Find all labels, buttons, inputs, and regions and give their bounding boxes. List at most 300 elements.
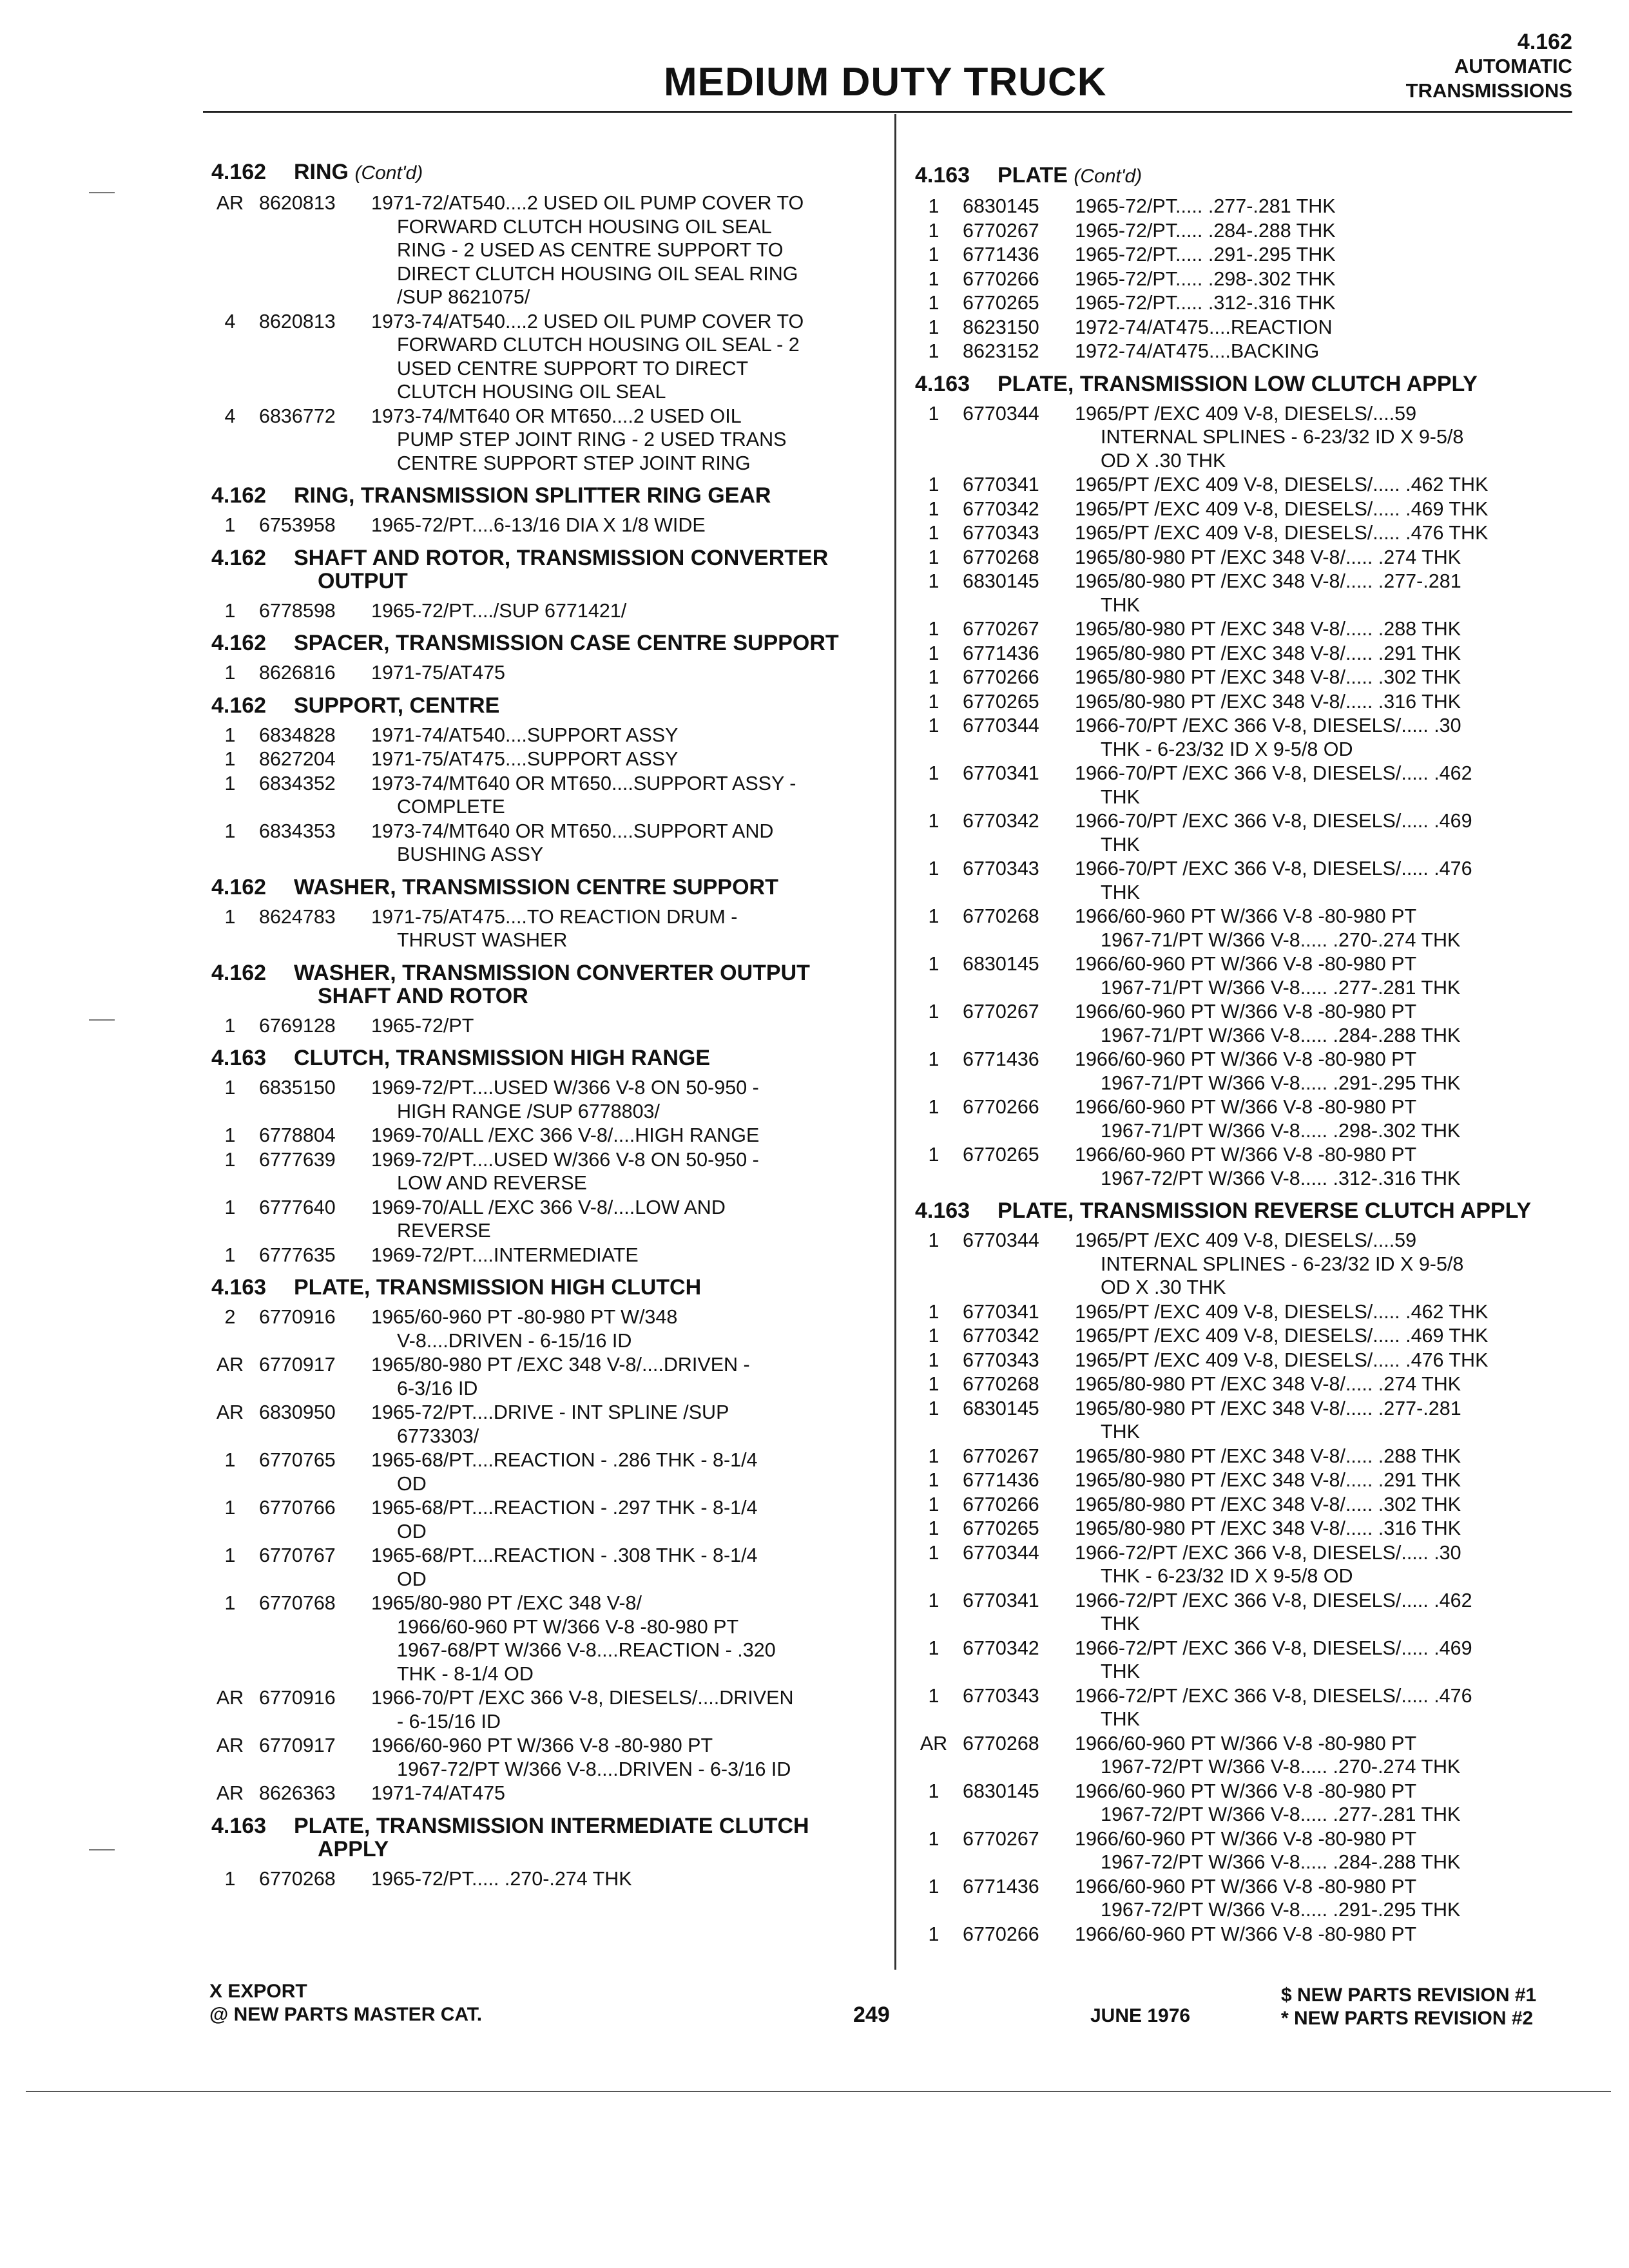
part-description — [371, 1496, 882, 1543]
part-entry — [915, 690, 1572, 714]
section-heading — [211, 1276, 882, 1299]
section-line-2: TRANSMISSIONS — [1405, 79, 1572, 102]
part-entry — [211, 1401, 882, 1448]
part-entry — [915, 546, 1572, 570]
description-line: THRUST WASHER — [397, 929, 568, 951]
part-number: 6770767 — [259, 1544, 336, 1566]
part-entry — [915, 1048, 1572, 1095]
description-line: 1966-72/PT /EXC 366 V-8, DIESELS/..... .476 — [1075, 1684, 1472, 1707]
section-title: PLATE — [998, 163, 1068, 187]
part-entry — [915, 1372, 1572, 1396]
part-description — [1075, 473, 1572, 497]
description-line: 1967-72/PT W/366 V-8..... .277-.281 THK — [1101, 1803, 1461, 1825]
part-description — [371, 724, 882, 747]
part-entry — [211, 1076, 882, 1123]
part-description — [371, 191, 882, 309]
part-description — [371, 310, 882, 404]
description-line: 1966-70/PT /EXC 366 V-8, DIESELS/..... .30 — [1075, 715, 1461, 736]
description-line: 1965-72/PT..... .277-.281 THK — [1075, 195, 1336, 217]
part-description — [371, 1448, 882, 1495]
section-number: 4.162 — [211, 545, 267, 570]
part-description — [1075, 1000, 1572, 1047]
part-entry — [211, 724, 882, 747]
section-number: 4.163 — [211, 1275, 267, 1300]
description-line: 1965/80-980 PT /EXC 348 V-8/..... .316 THK — [1075, 1517, 1461, 1539]
section-number: 4.163 — [915, 163, 970, 187]
part-number: 6770342 — [963, 810, 1039, 832]
part-entry — [211, 1544, 882, 1591]
part-number: 6777640 — [259, 1196, 336, 1218]
description-line: THK — [1101, 593, 1140, 616]
description-line: THK — [1101, 1421, 1140, 1443]
description-line: 1971-75/AT475....SUPPORT ASSY — [371, 748, 679, 770]
section-title: CLUTCH, TRANSMISSION HIGH RANGE — [294, 1046, 710, 1070]
column-divider — [894, 114, 896, 1970]
description-line: INTERNAL SPLINES - 6-23/32 ID X 9-5/8 — [1101, 426, 1464, 448]
part-entry — [211, 1782, 882, 1805]
footer-export-note: X EXPORT — [209, 1981, 307, 2002]
part-quantity: 1 — [928, 1780, 940, 1802]
part-number: 6777639 — [259, 1148, 336, 1171]
part-number: 6770266 — [963, 1493, 1039, 1515]
part-number: 6770267 — [963, 1001, 1039, 1023]
description-line: THK — [1101, 881, 1140, 903]
part-description — [371, 1353, 882, 1400]
description-line: 1967-72/PT W/366 V-8..... .291-.295 THK — [1101, 1899, 1461, 1921]
part-quantity: 1 — [224, 1449, 236, 1471]
part-quantity: 1 — [928, 858, 940, 879]
part-entry — [211, 1448, 882, 1495]
part-entry — [211, 1686, 882, 1733]
part-number: 6770265 — [963, 1517, 1039, 1539]
part-entry — [915, 1875, 1572, 1922]
left-column — [211, 151, 882, 1891]
description-line: 1965/80-980 PT /EXC 348 V-8/..... .302 THK — [1075, 1493, 1461, 1515]
part-description — [1075, 1637, 1572, 1684]
part-entry — [915, 1684, 1572, 1731]
description-line: REVERSE — [397, 1220, 491, 1242]
description-line: LOW AND REVERSE — [397, 1172, 587, 1194]
part-number: 6830950 — [259, 1401, 336, 1423]
description-line: 1965-72/PT....DRIVE - INT SPLINE /SUP — [371, 1401, 729, 1423]
part-entry — [915, 1000, 1572, 1047]
section-line-1: AUTOMATIC — [1454, 55, 1572, 77]
footer-master-note: @ NEW PARTS MASTER CAT. — [209, 2004, 483, 2025]
description-line: 1965/80-980 PT /EXC 348 V-8/....DRIVEN - — [371, 1354, 750, 1376]
description-line: 1973-74/MT640 OR MT650....SUPPORT AND — [371, 820, 774, 842]
description-line: 1971-72/AT540....2 USED OIL PUMP COVER TO — [371, 192, 804, 214]
part-quantity: 1 — [928, 497, 940, 520]
part-entry — [915, 1468, 1572, 1492]
part-quantity: 1 — [928, 666, 940, 688]
part-quantity: 1 — [928, 1325, 940, 1347]
part-entry — [915, 1637, 1572, 1684]
part-number: 6770341 — [963, 762, 1039, 784]
part-number: 6777635 — [259, 1244, 336, 1266]
footer-date: JUNE 1976 — [1090, 2005, 1191, 2026]
part-entry — [915, 570, 1572, 617]
section-heading — [211, 546, 882, 593]
description-line: 1965-72/PT..... .312-.316 THK — [1075, 292, 1336, 314]
part-number: 6770766 — [259, 1497, 336, 1519]
description-line: COMPLETE — [397, 796, 505, 818]
part-entry — [211, 599, 882, 623]
description-line: 1965-72/PT..... .298-.302 THK — [1075, 267, 1336, 290]
part-entry — [211, 905, 882, 952]
part-description — [1075, 1324, 1572, 1348]
part-description — [1075, 617, 1572, 641]
part-number: 6770342 — [963, 1325, 1039, 1347]
description-line: THK — [1101, 1708, 1140, 1730]
description-line: 1965/80-980 PT /EXC 348 V-8/..... .316 THK — [1075, 690, 1461, 713]
description-line: 1965-68/PT....REACTION - .286 THK - 8-1/4 — [371, 1449, 758, 1471]
part-entry — [915, 1397, 1572, 1444]
part-description — [1075, 1780, 1572, 1827]
part-quantity: 2 — [224, 1306, 236, 1328]
section-heading — [915, 372, 1572, 396]
part-number: 6778804 — [259, 1124, 336, 1146]
part-number: 6770344 — [963, 1541, 1039, 1564]
description-line: 1966-70/PT /EXC 366 V-8, DIESELS/..... .469 — [1075, 810, 1472, 832]
description-line: 1969-72/PT....INTERMEDIATE — [371, 1244, 639, 1266]
part-entry — [211, 1867, 882, 1891]
part-entry — [915, 1589, 1572, 1636]
description-line: 1965/PT /EXC 409 V-8, DIESELS/..... .476 THK — [1075, 1349, 1489, 1371]
part-description — [371, 747, 882, 771]
description-line: 1965/PT /EXC 409 V-8, DIESELS/..... .462 THK — [1075, 1300, 1489, 1323]
part-quantity: 1 — [928, 1229, 940, 1251]
part-number: 6770265 — [963, 1144, 1039, 1166]
description-line: 1967-72/PT W/366 V-8....DRIVEN - 6-3/16 ID — [397, 1758, 791, 1780]
part-entry — [915, 1923, 1572, 1946]
description-line: 1969-72/PT....USED W/366 V-8 ON 50-950 - — [371, 1148, 759, 1171]
part-entry — [915, 1445, 1572, 1468]
description-line: 1967-72/PT W/366 V-8..... .312-.316 THK — [1101, 1167, 1461, 1189]
part-quantity: 1 — [224, 820, 236, 842]
part-description — [371, 1734, 882, 1781]
part-quantity: 1 — [224, 1497, 236, 1519]
section-number: 4.162 — [211, 483, 267, 508]
part-entry — [211, 1496, 882, 1543]
part-quantity: 1 — [224, 1544, 236, 1566]
description-line: 1966/60-960 PT W/366 V-8 -80-980 PT — [1075, 905, 1417, 927]
description-line: 1965/80-980 PT /EXC 348 V-8/..... .288 THK — [1075, 618, 1461, 640]
description-line: 1973-74/MT640 OR MT650....2 USED OIL — [371, 405, 742, 427]
description-line: FORWARD CLUTCH HOUSING OIL SEAL — [397, 215, 772, 238]
part-description — [1075, 340, 1572, 363]
part-entry — [915, 1095, 1572, 1142]
part-description — [1075, 1229, 1572, 1300]
part-quantity: AR — [216, 192, 244, 214]
part-number: 6771436 — [963, 1048, 1039, 1070]
part-description — [1075, 1468, 1572, 1492]
part-entry — [211, 1591, 882, 1686]
part-entry — [915, 402, 1572, 473]
part-description — [371, 1076, 882, 1123]
header-rule — [203, 111, 1572, 113]
part-description — [1075, 219, 1572, 243]
part-entry — [211, 514, 882, 537]
part-quantity: 1 — [928, 1923, 940, 1945]
part-number: 6770343 — [963, 858, 1039, 879]
part-number: 6771436 — [963, 642, 1039, 664]
part-quantity: 1 — [928, 1469, 940, 1491]
part-number: 6771436 — [963, 1469, 1039, 1491]
part-number: 8623152 — [963, 340, 1039, 362]
description-line: 1965-72/PT..../SUP 6771421/ — [371, 599, 627, 622]
part-number: 6770267 — [963, 618, 1039, 640]
description-line: THK — [1101, 1660, 1140, 1682]
part-quantity: 1 — [928, 570, 940, 592]
part-number: 8624783 — [259, 905, 336, 928]
part-quantity: 1 — [928, 1373, 940, 1395]
part-number: 6770342 — [963, 497, 1039, 520]
part-quantity: 1 — [928, 690, 940, 713]
part-entry — [915, 1541, 1572, 1588]
section-heading — [211, 1046, 882, 1070]
part-quantity: AR — [216, 1782, 244, 1804]
part-entry — [211, 1305, 882, 1352]
description-line: 1965/80-980 PT /EXC 348 V-8/..... .277-.281 — [1075, 570, 1461, 592]
description-line: 1969-70/ALL /EXC 366 V-8/....LOW AND — [371, 1196, 726, 1218]
description-line: 1965-72/PT....6-13/16 DIA X 1/8 WIDE — [371, 514, 706, 536]
description-line: 1966/60-960 PT W/366 V-8 -80-980 PT — [1075, 953, 1417, 975]
description-line: 1966-70/PT /EXC 366 V-8, DIESELS/....DRIVEN — [371, 1687, 794, 1709]
description-line: 1966/60-960 PT W/366 V-8 -80-980 PT — [397, 1615, 739, 1638]
description-line: 1966/60-960 PT W/366 V-8 -80-980 PT — [1075, 1001, 1417, 1023]
description-line: THK - 8-1/4 OD — [397, 1662, 534, 1685]
part-number: 6770343 — [963, 522, 1039, 544]
description-line: BUSHING ASSY — [397, 843, 544, 865]
description-line: 1965/PT /EXC 409 V-8, DIESELS/..... .469 THK — [1075, 497, 1489, 520]
description-line: 1965/80-980 PT /EXC 348 V-8/..... .288 THK — [1075, 1445, 1461, 1467]
part-entry — [915, 857, 1572, 904]
section-title: SUPPORT, CENTRE — [294, 693, 500, 718]
part-number: 6770267 — [963, 1445, 1039, 1467]
section-title: RING, TRANSMISSION SPLITTER RING GEAR — [294, 483, 771, 508]
part-number: 8620813 — [259, 310, 336, 332]
part-number: 6770916 — [259, 1687, 336, 1709]
part-description — [1075, 952, 1572, 999]
description-line: 1965/PT /EXC 409 V-8, DIESELS/..... .469 THK — [1075, 1325, 1489, 1347]
part-quantity: 1 — [928, 1684, 940, 1707]
description-line: 1965/PT /EXC 409 V-8, DIESELS/....59 — [1075, 402, 1417, 425]
description-line: PUMP STEP JOINT RING - 2 USED TRANS — [397, 428, 787, 450]
part-description — [1075, 1923, 1572, 1946]
part-quantity: 1 — [928, 1144, 940, 1166]
part-number: 6770342 — [963, 1637, 1039, 1659]
part-description — [371, 1591, 882, 1686]
right-column — [915, 155, 1572, 1946]
part-description — [1075, 690, 1572, 714]
description-line: 1967-71/PT W/366 V-8..... .298-.302 THK — [1101, 1119, 1461, 1142]
description-line: 1965/80-980 PT /EXC 348 V-8/..... .277-.281 — [1075, 1397, 1461, 1419]
description-line: 1972-74/AT475....REACTION — [1075, 316, 1333, 338]
part-quantity: 1 — [224, 1077, 236, 1099]
part-number: 8620813 — [259, 192, 336, 214]
part-description — [1075, 1875, 1572, 1922]
description-line: 1965-72/PT..... .291-.295 THK — [1075, 244, 1336, 265]
part-description — [1075, 570, 1572, 617]
section-title: PLATE, TRANSMISSION LOW CLUTCH APPLY — [998, 371, 1478, 396]
part-entry — [915, 340, 1572, 363]
description-line: 1965/PT /EXC 409 V-8, DIESELS/..... .462 THK — [1075, 474, 1489, 495]
part-entry — [915, 809, 1572, 856]
part-quantity: 4 — [224, 405, 236, 427]
description-line: 1966-72/PT /EXC 366 V-8, DIESELS/..... .469 — [1075, 1637, 1472, 1659]
part-description — [1075, 1732, 1572, 1779]
description-line: 1967-68/PT W/366 V-8....REACTION - .320 — [397, 1639, 776, 1661]
part-description — [1075, 546, 1572, 570]
part-number: 6770266 — [963, 1096, 1039, 1118]
description-line: CLUTCH HOUSING OIL SEAL — [397, 381, 666, 403]
part-number: 6770266 — [963, 666, 1039, 688]
description-line: 1971-75/AT475....TO REACTION DRUM - — [371, 905, 738, 928]
part-quantity: 4 — [224, 310, 236, 332]
part-entry — [211, 747, 882, 771]
part-number: 6770268 — [963, 1732, 1039, 1754]
part-quantity: 1 — [224, 1592, 236, 1614]
part-description — [1075, 521, 1572, 545]
section-heading — [915, 1199, 1572, 1222]
description-line: 1965/80-980 PT /EXC 348 V-8/..... .274 THK — [1075, 1373, 1461, 1395]
part-number: 6770343 — [963, 1684, 1039, 1707]
part-quantity: 1 — [928, 642, 940, 664]
part-entry — [915, 497, 1572, 521]
part-quantity: 1 — [928, 1445, 940, 1467]
description-line: 1966/60-960 PT W/366 V-8 -80-980 PT — [1075, 1144, 1417, 1166]
part-quantity: 1 — [928, 905, 940, 927]
part-entry — [915, 316, 1572, 340]
part-description — [371, 820, 882, 867]
section-number: 4.162 — [211, 160, 267, 184]
part-number: 6834352 — [259, 772, 336, 794]
part-entry — [211, 1353, 882, 1400]
part-entry — [915, 473, 1572, 497]
part-entry — [915, 617, 1572, 641]
part-entry — [211, 820, 882, 867]
part-description — [371, 1148, 882, 1195]
description-line: 1965/80-980 PT /EXC 348 V-8/ — [371, 1592, 642, 1614]
description-line: 1966/60-960 PT W/366 V-8 -80-980 PT — [1075, 1048, 1417, 1070]
part-entry — [915, 1300, 1572, 1324]
part-description — [371, 1782, 882, 1805]
part-number: 6770916 — [259, 1306, 336, 1328]
part-entry — [211, 1196, 882, 1243]
part-description — [1075, 857, 1572, 904]
part-entry — [211, 1148, 882, 1195]
part-number: 6770343 — [963, 1349, 1039, 1371]
description-line: RING - 2 USED AS CENTRE SUPPORT TO — [397, 239, 784, 261]
description-line: OD X .30 THK — [1101, 449, 1226, 472]
part-description — [1075, 402, 1572, 473]
part-description — [1075, 291, 1572, 315]
part-number: 6770265 — [963, 690, 1039, 713]
part-quantity: 1 — [928, 1493, 940, 1515]
footer-revision-1: $ NEW PARTS REVISION #1 — [1281, 1984, 1537, 2006]
part-quantity: 1 — [928, 244, 940, 265]
part-entry — [211, 1014, 882, 1038]
part-number: 6753958 — [259, 514, 336, 536]
description-line: 1966/60-960 PT W/366 V-8 -80-980 PT — [1075, 1096, 1417, 1118]
part-entry — [915, 1517, 1572, 1541]
part-number: 6770267 — [963, 219, 1039, 242]
part-quantity: 1 — [224, 772, 236, 794]
part-number: 6830145 — [963, 1780, 1039, 1802]
section-title: PLATE, TRANSMISSION INTERMEDIATE CLUTCH APPLY — [294, 1813, 809, 1861]
part-description — [1075, 1684, 1572, 1731]
part-quantity: 1 — [928, 340, 940, 362]
part-entry — [915, 219, 1572, 243]
description-line: THK — [1101, 1613, 1140, 1635]
part-number: 6770768 — [259, 1592, 336, 1614]
description-line: 1966-70/PT /EXC 366 V-8, DIESELS/..... .462 — [1075, 762, 1472, 784]
part-quantity: 1 — [928, 1637, 940, 1659]
part-description — [371, 599, 882, 623]
part-description — [1075, 905, 1572, 952]
description-line: /SUP 8621075/ — [397, 286, 530, 308]
part-entry — [915, 762, 1572, 809]
part-entry — [915, 952, 1572, 999]
section-heading — [211, 961, 882, 1008]
description-line: THK — [1101, 785, 1140, 808]
section-number: 4.163 — [915, 1198, 970, 1223]
part-quantity: AR — [216, 1735, 244, 1756]
description-line: THK — [1101, 833, 1140, 856]
part-description — [371, 1196, 882, 1243]
part-description — [1075, 1827, 1572, 1874]
description-line: 1965-72/PT — [371, 1014, 474, 1037]
part-quantity: 1 — [928, 219, 940, 242]
part-quantity: 1 — [224, 1244, 236, 1266]
part-entry — [915, 642, 1572, 666]
description-line: OD — [397, 1472, 427, 1495]
part-quantity: 1 — [928, 195, 940, 217]
part-quantity: 1 — [224, 905, 236, 928]
part-number: 6770344 — [963, 1229, 1039, 1251]
description-line: 1967-72/PT W/366 V-8..... .270-.274 THK — [1101, 1756, 1461, 1778]
description-line: 1965/PT /EXC 409 V-8, DIESELS/..... .476 THK — [1075, 522, 1489, 544]
description-line: 1972-74/AT475....BACKING — [1075, 340, 1320, 362]
part-quantity: 1 — [224, 1196, 236, 1218]
part-quantity: 1 — [928, 1875, 940, 1898]
part-number: 6770341 — [963, 1300, 1039, 1323]
footer-revision-2: * NEW PARTS REVISION #2 — [1281, 2008, 1534, 2029]
part-number: 6771436 — [963, 244, 1039, 265]
part-quantity: 1 — [928, 1589, 940, 1611]
part-quantity: 1 — [224, 514, 236, 536]
section-number: 4.162 — [211, 874, 267, 899]
part-quantity: 1 — [928, 810, 940, 832]
section-heading — [915, 164, 1572, 188]
part-number: 6830145 — [963, 195, 1039, 217]
part-description — [1075, 1372, 1572, 1396]
part-number: 6770268 — [963, 546, 1039, 568]
description-line: 1966/60-960 PT W/366 V-8 -80-980 PT — [1075, 1732, 1417, 1754]
part-description — [371, 1686, 882, 1733]
part-description — [1075, 1143, 1572, 1190]
part-number: 6770765 — [259, 1449, 336, 1471]
part-quantity: 1 — [928, 762, 940, 784]
part-number: 6778598 — [259, 599, 336, 622]
description-line: 1969-72/PT....USED W/366 V-8 ON 50-950 - — [371, 1077, 759, 1099]
section-number: 4.163 — [211, 1813, 267, 1838]
part-description — [1075, 809, 1572, 856]
part-entry — [211, 191, 882, 309]
part-number: 8626363 — [259, 1782, 336, 1804]
part-entry — [211, 661, 882, 685]
part-quantity: 1 — [928, 1517, 940, 1539]
